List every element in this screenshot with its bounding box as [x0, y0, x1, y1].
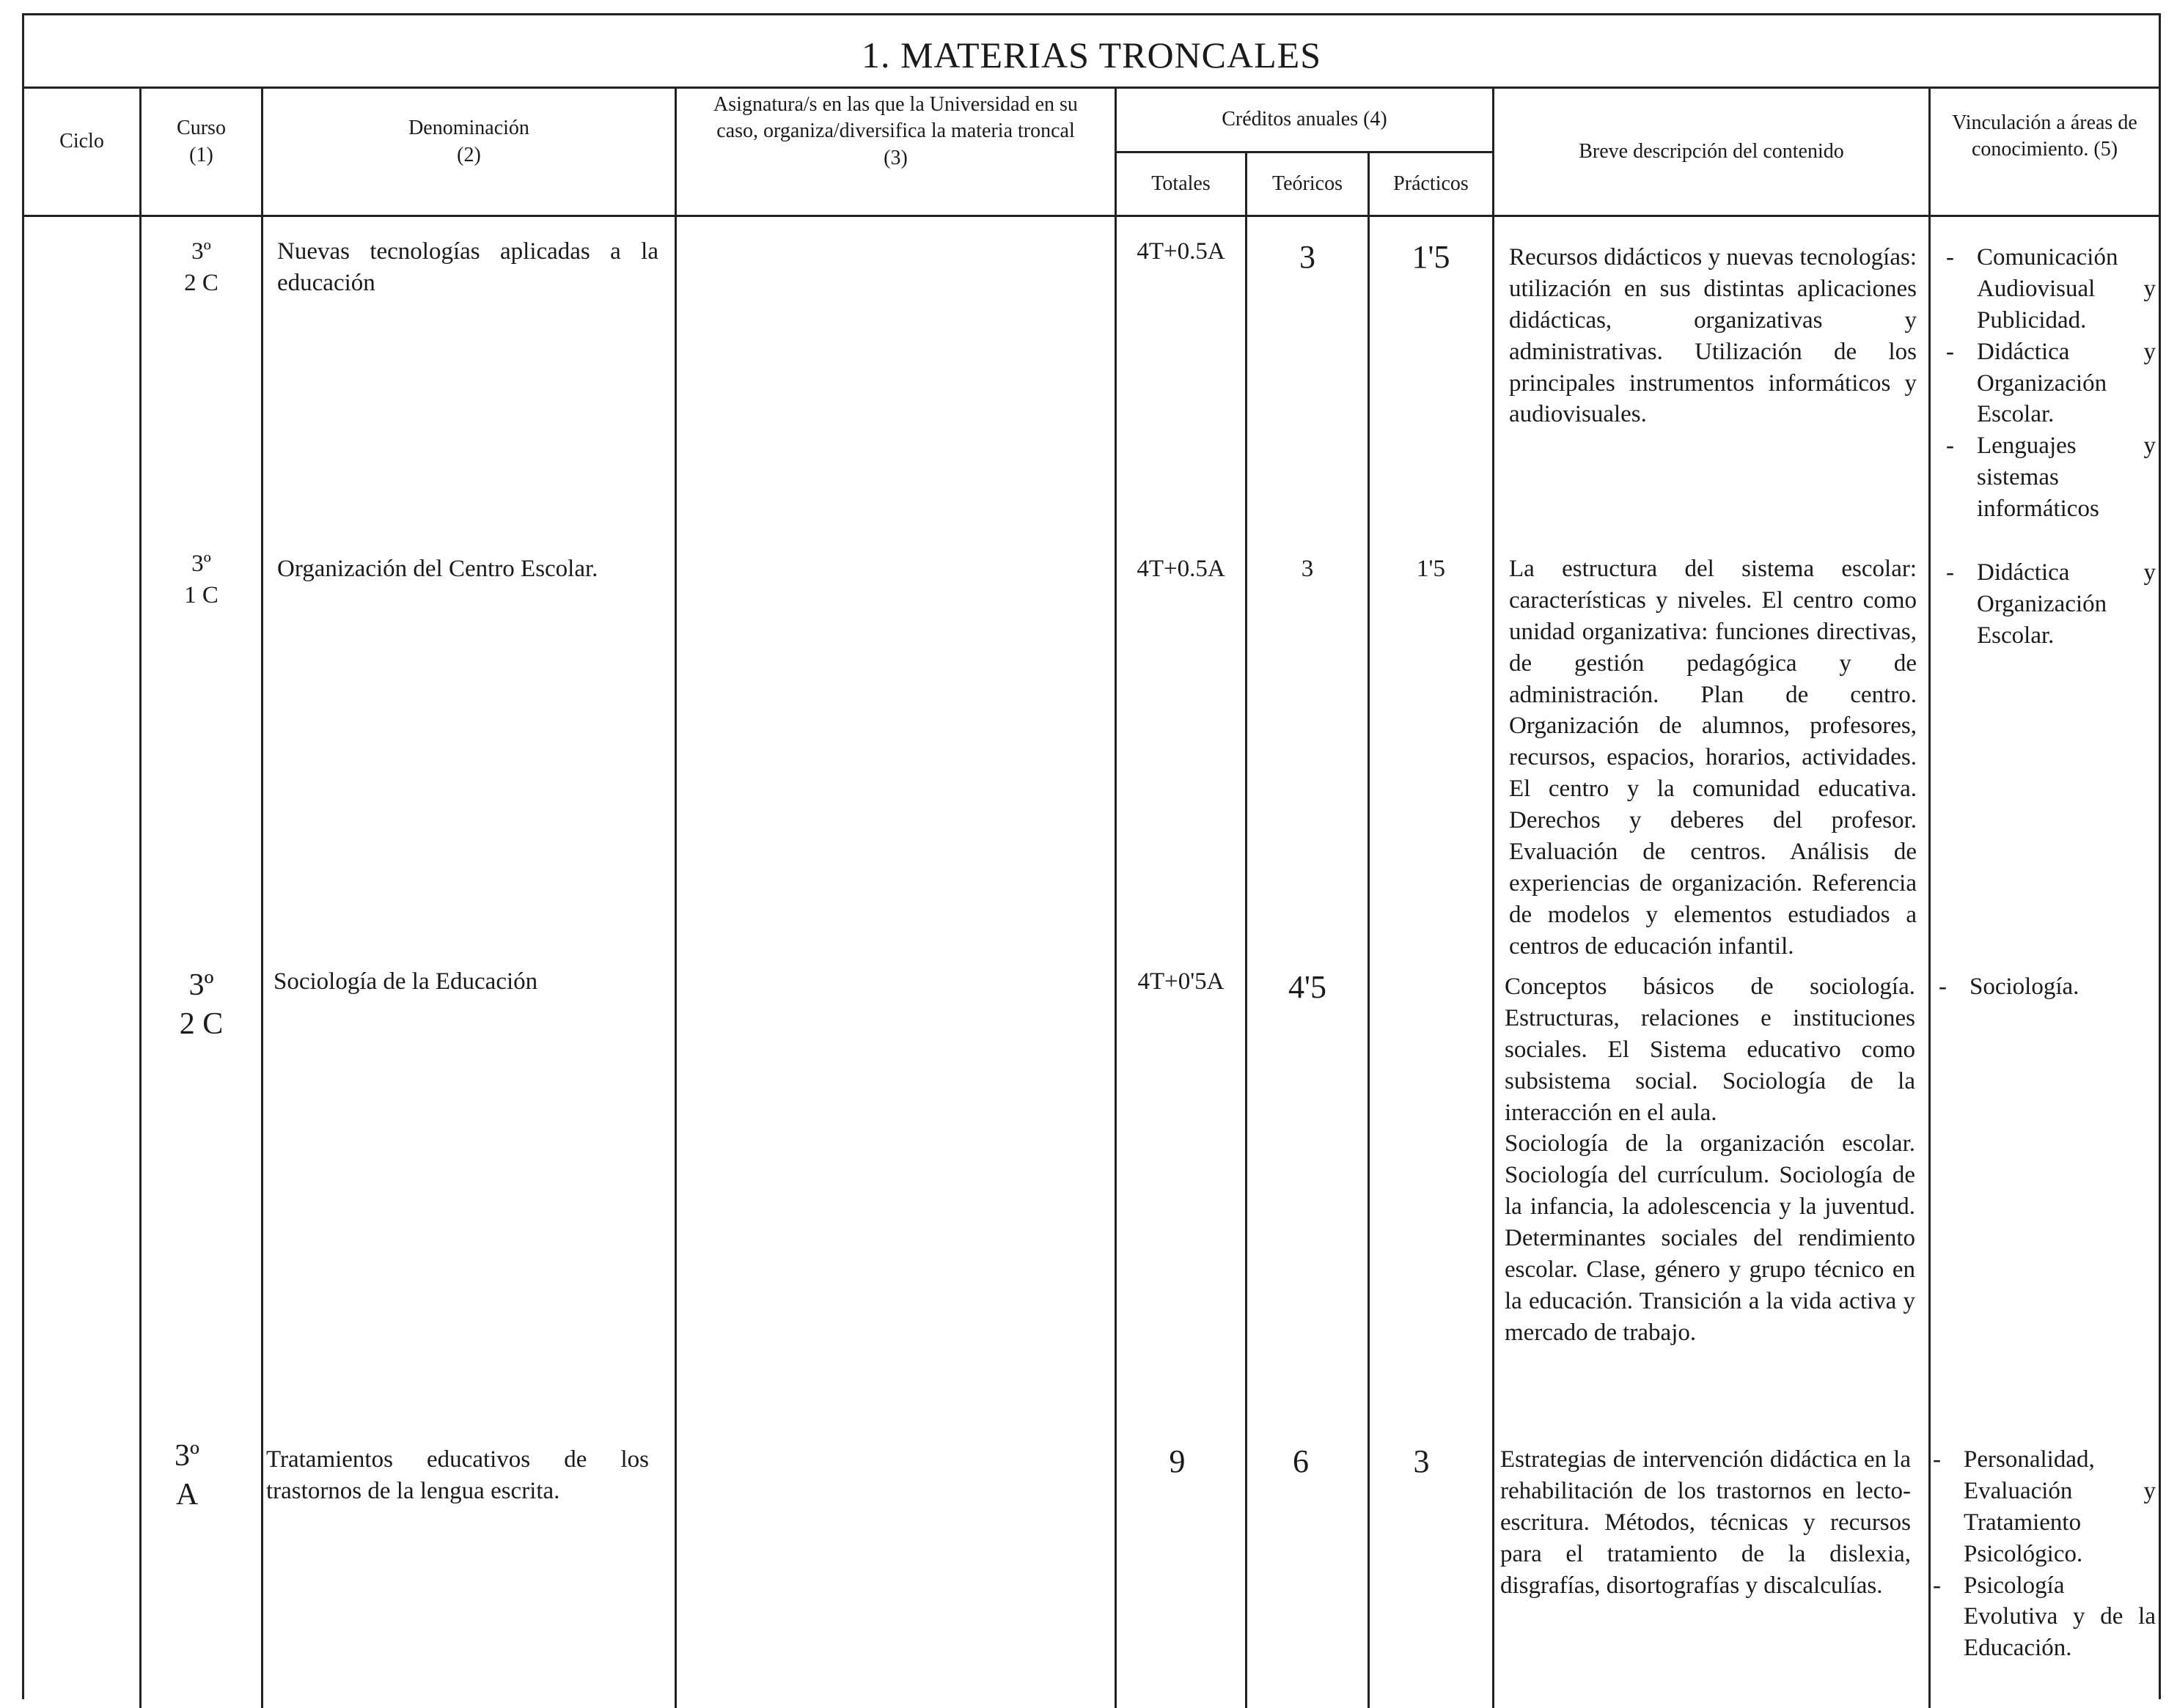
row-descripcion: La estructura del sistema escolar: características y niveles. El centro como unidad organizativa: funciones directivas, de gestión pedagógica y de administración. Plan de centro. Organización de alumnos, profesores, recursos, espacios, horarios, actividades. El centro y la comunidad educativa. Derechos y deberes del profesor. Evaluación de centros. Análisis de experiencias de organización. Referencia de modelos y elementos estudiados a centros de educación infantil. [1509, 556, 1917, 960]
header-asignatura-note: (3) [884, 146, 908, 169]
col-line-curso [261, 86, 263, 1708]
header-descripcion-label: Breve descripción del contenido [1579, 139, 1844, 163]
row-teoricos: 3 [1301, 556, 1314, 582]
area-item: - Lenguajes y sistemas informáticos [1943, 430, 2156, 525]
curso-period: 1 C [184, 581, 219, 608]
header-vinculacion-line1: Vinculación a áreas de [1952, 111, 2137, 134]
row-curso [125, 1437, 249, 1514]
row-practicos: 3 [1413, 1443, 1430, 1479]
description-paragraph: Sociología de la organización escolar. Sociología del currículum. Sociología de la infancia, la adolescencia y la juventud. Determinantes sociales del rendimiento escolar. Clase, género y grupo técnico en la educación. Transición a la vida activa y mercado de trabajo. [1505, 1130, 1915, 1346]
page-title: 1. MATERIAS TRONCALES [861, 34, 1322, 76]
header-vinculacion-line2: conocimiento. (5) [1971, 138, 2118, 161]
header-practicos-label: Prácticos [1393, 172, 1469, 195]
row-areas [1930, 1444, 2156, 1664]
header-asignatura [677, 92, 1115, 187]
header-curso-label: Curso [177, 117, 226, 140]
row-practicos: 1'5 [1411, 239, 1450, 275]
curso-year: 3º [174, 1439, 200, 1473]
area-item: - Psicología Evolutiva y de la Educación. [1930, 1570, 2156, 1665]
row-areas [1943, 242, 2156, 525]
col-line-creditos [1492, 86, 1494, 1708]
header-denominacion-label: Denominación [408, 117, 529, 140]
area-item: - Didáctica y Organización Escolar. [1943, 557, 2156, 652]
curso-year: 3º [191, 238, 211, 265]
curso-year: 3º [191, 551, 211, 577]
row-denominacion: Tratamientos educativos de los trastornos de la lengua escrita. [266, 1446, 649, 1504]
row-descripcion: Estrategias de intervención didáctica en la rehabilitación de los trastornos en lecto-escritura. Métodos, técnicas y recursos para el tratamiento de la dislexia, disgrafías, disortografías y discalculías. [1500, 1446, 1911, 1599]
row-totales: 9 [1169, 1443, 1186, 1479]
row-denominacion: Sociología de la Educación [273, 968, 538, 995]
curso-period: 2 C [179, 1006, 224, 1041]
row-areas [1943, 557, 2156, 652]
row-totales: 4T+0'5A [1137, 968, 1225, 995]
row-teoricos: 4'5 [1288, 969, 1326, 1005]
row-curso [142, 548, 261, 611]
row-curso [142, 236, 261, 299]
header-practicos [1370, 153, 1492, 215]
description-paragraph: Conceptos básicos de sociología. Estructuras, relaciones e instituciones sociales. El Sistema educativo como subsistema social. Sociología de la interacción en el aula. [1505, 973, 1915, 1126]
row-teoricos: 3 [1299, 239, 1315, 275]
row-teoricos: 6 [1293, 1443, 1309, 1479]
row-practicos: 1'5 [1417, 556, 1445, 582]
row-curso [142, 966, 261, 1043]
area-item: - Comunicación Audiovisual y Publicidad. [1943, 242, 2156, 336]
area-item: - Didáctica y Organización Escolar. [1943, 336, 2156, 431]
col-line-denominacion [675, 86, 677, 1708]
row-descripcion [1505, 971, 1915, 1349]
header-denominacion [263, 89, 675, 195]
header-ciclo [24, 89, 139, 195]
header-ciclo-label: Ciclo [59, 130, 104, 153]
row-descripcion: Recursos didácticos y nuevas tecnologías: utilización en sus distintas aplicaciones didácticas, organizativas y administrativas. Utilización de los principales instrumentos informáticos y audiovisuales. [1509, 244, 1917, 428]
row-totales: 4T+0.5A [1137, 238, 1225, 265]
header-teoricos-label: Teóricos [1271, 172, 1343, 195]
area-item: - Personalidad, Evaluación y Tratamiento Psicológico. [1930, 1444, 2156, 1570]
header-teoricos [1247, 153, 1367, 215]
header-asignatura-line1: Asignatura/s en las que la Universidad en su [713, 93, 1078, 116]
header-totales [1117, 153, 1245, 215]
header-curso-note: (1) [189, 143, 213, 166]
header-denominacion-note: (2) [457, 143, 481, 166]
header-descripcion [1494, 89, 1928, 215]
row-totales: 4T+0.5A [1137, 556, 1225, 582]
curso-period: 2 C [184, 269, 219, 296]
row-denominacion: Nuevas tecnologías aplicadas a la educación [277, 238, 658, 296]
header-vinculacion [1931, 89, 2159, 184]
header-totales-label: Totales [1151, 172, 1211, 195]
header-creditos-label: Créditos anuales (4) [1222, 108, 1387, 131]
header-creditos [1117, 89, 1492, 151]
header-rule [22, 215, 2161, 217]
header-asignatura-line2: caso, organiza/diversifica la materia troncal [716, 119, 1075, 143]
curso-period: A [175, 1477, 199, 1512]
row-denominacion: Organización del Centro Escolar. [277, 556, 598, 582]
header-curso [142, 89, 261, 195]
row-areas [1936, 971, 2156, 1003]
area-item: - Sociología. [1936, 971, 2156, 1003]
curso-year: 3º [188, 968, 214, 1002]
